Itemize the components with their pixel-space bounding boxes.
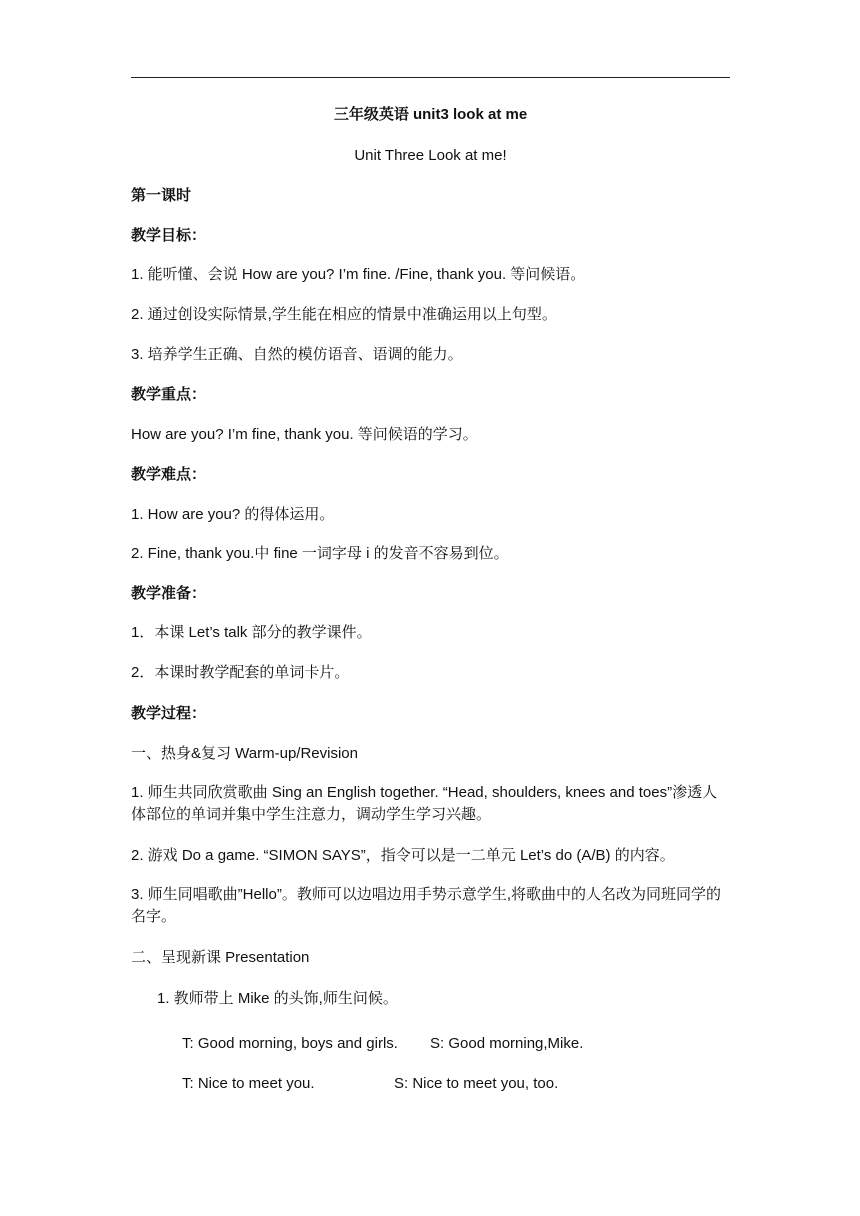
preparation-item: 2．本课时教学配套的单词卡片。 <box>131 664 350 681</box>
header-rule <box>131 77 730 78</box>
objectives-heading: 教学目标： <box>131 227 207 244</box>
dialogue-teacher-line: T: Nice to meet you. <box>182 1075 315 1092</box>
objective-item: 3. 培养学生正确、自然的模仿语音、语调的能力。 <box>131 346 463 363</box>
warmup-item: 2. 游戏 Do a game. “SIMON SAYS”，指令可以是一二单元 Let’s do (A/B) 的内容。 <box>131 847 675 864</box>
difficulties-heading: 教学难点： <box>131 466 207 483</box>
keypoint-item: How are you? I’m fine, thank you. 等问候语的学习。 <box>131 426 478 443</box>
keypoints-heading: 教学重点： <box>131 386 207 403</box>
dialogue-student-line: S: Good morning,Mike. <box>430 1035 584 1052</box>
section-warmup-title: 一、热身&复习 Warm-up/Revision <box>131 745 358 762</box>
warmup-item: 1. 师生共同欣赏歌曲 Sing an English together. “Head, shoulders, knees and toes”渗透人体部位的单词并集中学生注意力，调动学生学习兴趣。 <box>131 784 718 823</box>
document-title: 三年级英语 unit3 look at me <box>333 106 528 123</box>
preparation-item: 1．本课 Let’s talk 部分的教学课件。 <box>131 624 372 641</box>
objective-item: 1. 能听懂、会说 How are you? I’m fine. /Fine, thank you. 等问候语。 <box>131 266 586 283</box>
presentation-item: 1. 教师带上 Mike 的头饰,师生问候。 <box>157 990 398 1007</box>
preparation-heading: 教学准备： <box>131 585 207 602</box>
difficulty-item: 2. Fine, thank you.中 fine 一词字母 i 的发音不容易到位。 <box>131 545 509 562</box>
process-heading: 教学过程： <box>131 705 207 722</box>
lesson-label: 第一课时 <box>131 187 192 204</box>
objective-item: 2. 通过创设实际情景,学生能在相应的情景中准确运用以上句型。 <box>131 306 557 323</box>
dialogue-student-line: S: Nice to meet you, too. <box>394 1075 559 1092</box>
dialogue-teacher-line: T: Good morning, boys and girls. <box>182 1035 398 1052</box>
difficulty-item: 1. How are you? 的得体运用。 <box>131 506 335 523</box>
warmup-item: 3. 师生同唱歌曲”Hello”。教师可以边唱边用手势示意学生,将歌曲中的人名改为同班同学的名字。 <box>131 886 722 925</box>
document-subtitle: Unit Three Look at me! <box>354 147 507 164</box>
section-presentation-title: 二、呈现新课 Presentation <box>131 949 310 966</box>
